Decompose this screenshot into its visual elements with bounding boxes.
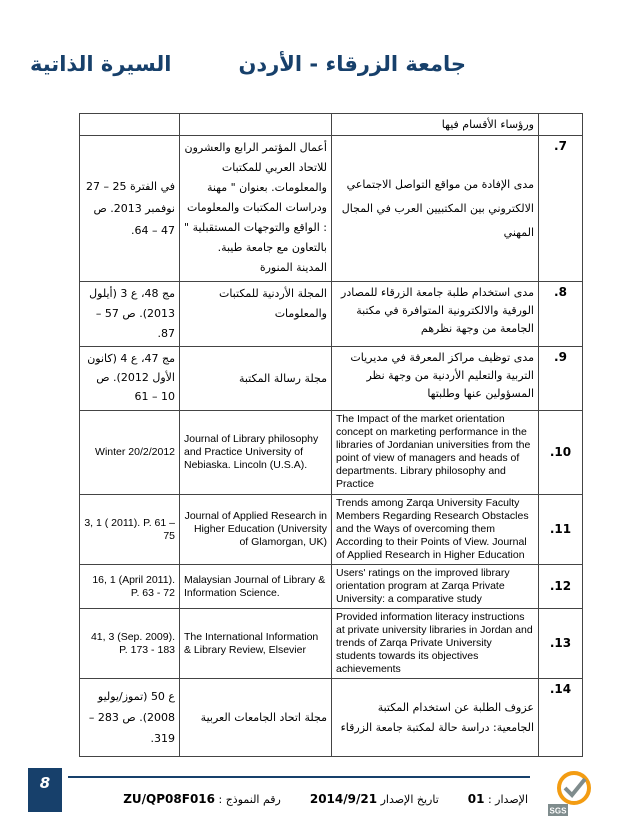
number-cell: .13: [539, 609, 583, 679]
details-cell: ع 50 (تموز/يوليو 2008). ص 283 – 319.: [80, 679, 180, 757]
journal-cell: Malaysian Journal of Library & Information Science.: [180, 565, 332, 609]
release-value: 01: [467, 792, 485, 806]
number-cell: .10: [539, 411, 583, 495]
journal-cell: المجلة الأردنية للمكتبات والمعلومات: [180, 282, 332, 347]
table-row: [80, 282, 583, 347]
table-row: [80, 609, 583, 679]
table-row: [80, 565, 583, 609]
journal-cell: أعمال المؤتمر الرابع والعشرون للاتحاد العربي للمكتبات والمعلومات. بعنوان " مهنة ودراسات المكتبات والمعلومات : الواقع والتوجهات المستقبلية " بالتعاون مع جامعة طيبة. المدينة المنورة: [180, 136, 332, 282]
footer-divider: [68, 776, 530, 778]
number-cell: .8: [539, 282, 583, 347]
sgs-certification-logo-icon: [544, 768, 604, 820]
details-cell: 41, 3 (Sep. 2009). P. 173 - 183: [80, 609, 180, 679]
title-cell: عزوف الطلبة عن استخدام المكتبة الجامعية: دراسة حالة لمكتبة جامعة الزرقاء: [332, 679, 539, 757]
number-cell: .7: [539, 136, 583, 282]
table-row: [80, 136, 583, 282]
number-cell: .9: [539, 347, 583, 411]
journal-cell: The International Information & Library Review, Elsevier: [180, 609, 332, 679]
journal-cell: [180, 114, 332, 136]
document-control-info: [123, 792, 528, 806]
details-cell: [80, 114, 180, 136]
table-row: [80, 411, 583, 495]
date-value: 2014/9/21: [309, 792, 378, 806]
number-cell: .11: [539, 495, 583, 565]
date-label: تاريخ الإصدار: [380, 793, 439, 806]
details-cell: مج 47، ع 4 (كانون الأول 2012). ص 10 – 61: [80, 347, 180, 411]
page-footer: [28, 768, 618, 818]
number-cell: .12: [539, 565, 583, 609]
journal-cell: Journal of Library philosophy and Practice University of Nebiaska. Lincoln (U.S.A).: [180, 411, 332, 495]
logo-text: SGS: [549, 806, 567, 816]
details-cell: مج 48، ع 3 (أيلول 2013). ص 57 – 87.: [80, 282, 180, 347]
details-cell: 16, 1 (April 2011). P. 63 - 72: [80, 565, 180, 609]
title-cell: Users' ratings on the improved library orientation program at Zarqa Private University: a comparative study: [332, 565, 539, 609]
title-cell: Trends among Zarqa University Faculty Members Regarding Research Obstacles and the Ways of overcoming them According to their Points of View. Journal of Applied Research in Higher Education: [332, 495, 539, 565]
table-row: [80, 495, 583, 565]
number-cell: [539, 114, 583, 136]
page-header: [30, 52, 608, 92]
details-cell: 3, 1 ( 2011). P. 61 – 75: [80, 495, 180, 565]
form-value: ZU/QP08F016: [123, 792, 215, 806]
title-cell: Provided information literacy instructions at private university libraries in Jordan and trends of Zarqa Private University students towards its objectives achievements: [332, 609, 539, 679]
title-cell: The Impact of the market orientation concept on marketing performance in the libraries of Jordanian universities from the point of view of managers and heads of departments. Library philosophy and Practice: [332, 411, 539, 495]
table-row: [80, 679, 583, 757]
journal-cell: مجلة رسالة المكتبة: [180, 347, 332, 411]
journal-cell: مجلة اتحاد الجامعات العربية: [180, 679, 332, 757]
title-cell: مدى استخدام طلبة جامعة الزرقاء للمصادر الورقية والالكترونية المتوافرة في مكتبة الجامعة من وجهة نظرهم: [332, 282, 539, 347]
title-cell: مدى توظيف مراكز المعرفة في مديريات التربية والتعليم الأردنية من وجهة نظر المسؤولين عنها وطلبتها: [332, 347, 539, 411]
journal-cell: Journal of Applied Research in Higher Education (University of Glamorgan, UK): [180, 495, 332, 565]
title-cell: مدى الإفادة من مواقع التواصل الاجتماعي الالكتروني بين المكتبيين العرب في المجال المهني: [332, 136, 539, 282]
title-cell: ورؤساء الأقسام فيها: [332, 114, 539, 136]
details-cell: Winter 20/2/2012: [80, 411, 180, 495]
form-label: رقم النموذج :: [218, 793, 281, 806]
cv-title: السيرة الذاتية: [30, 52, 172, 76]
table-row: [80, 347, 583, 411]
university-title: جامعة الزرقاء - الأردن: [238, 52, 466, 76]
number-cell: .14: [539, 679, 583, 757]
page-number: 8: [28, 768, 62, 812]
release-label: الإصدار :: [487, 793, 528, 806]
details-cell: في الفترة 25 – 27 نوفمبر 2013. ص 47 – 64.: [80, 136, 180, 282]
publications-table: [79, 113, 583, 757]
table-row: [80, 114, 583, 136]
